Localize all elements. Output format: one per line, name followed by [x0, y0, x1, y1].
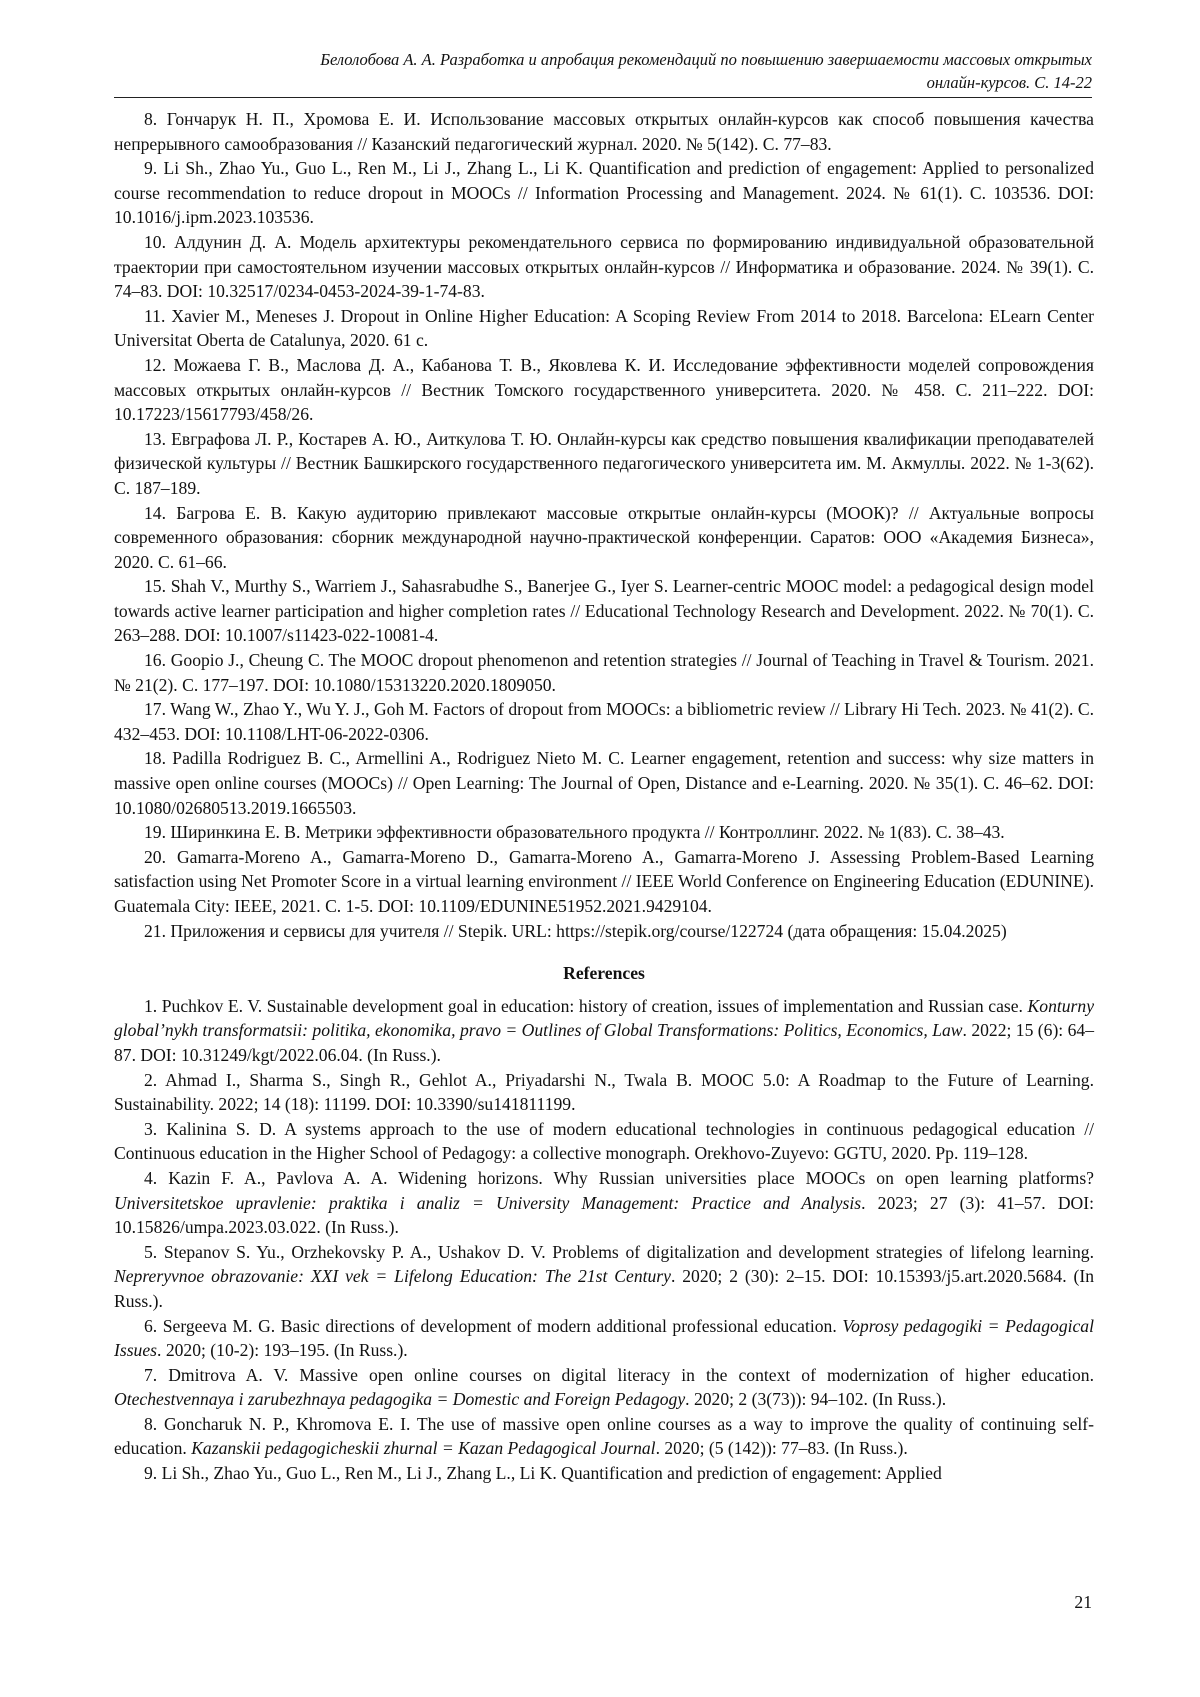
bibliography-entry: 10. Алдунин Д. А. Модель архитектуры рекомендательного сервиса по формированию индивидуальной образовательной траектории при самостоятельном изучении массовых открытых онлайн-курсов // Информатика и образование. 2024. № 39(1). С. 74–83. DOI: 10.32517/0234-0453-2024-39-1-74-83. [114, 231, 1094, 302]
reference-source-title: Kazanskii pedagogicheskii zhurnal = Kazan Pedagogical Journal [191, 1438, 656, 1459]
bibliography-entry: 17. Wang W., Zhao Y., Wu Y. J., Goh M. Factors of dropout from MOOCs: a bibliometric review // Library Hi Tech. 2023. № 41(2). С. 432–453. DOI: 10.1108/LHT-06-2022-0306. [114, 699, 1094, 744]
running-head-line-1: Белолобова А. А. Разработка и апробация рекомендаций по повышению завершаемости массовых открытых [320, 50, 1092, 69]
running-head-line-2: онлайн-курсов. С. 14-22 [926, 73, 1092, 92]
bibliography-entry: 19. Ширинкина Е. В. Метрики эффективности образовательного продукта // Контроллинг. 2022. № 1(83). С. 38–43. [144, 822, 1005, 843]
reference-text: 9. Li Sh., Zhao Yu., Guo L., Ren M., Li J., Zhang L., Li K. Quantification and prediction of engagement: Applied [144, 1463, 942, 1484]
reference-text: 6. Sergeeva M. G. Basic directions of development of modern additional professional education. [144, 1315, 843, 1336]
reference-entry [114, 1314, 1094, 1363]
reference-source-title: Nepreryvnoe obrazovanie: XXI vek = Lifelong Education: The 21st Century [114, 1266, 671, 1287]
references-list [114, 994, 1094, 1486]
reference-text: 4. Kazin F. A., Pavlova A. A. Widening horizons. Why Russian universities place MOOCs on open learning platforms? [144, 1167, 1094, 1188]
reference-text: 2. Ahmad I., Sharma S., Singh R., Gehlot A., Priyadarshi N., Twala B. MOOC 5.0: A Roadmap to the Future of Learning. Sustainability. 2022; 14 (18): 11199. DOI: 10.3390/su141811199. [114, 1069, 1094, 1115]
reference-text: . 2020; (5 (142)): 77–83. (In Russ.). [655, 1438, 908, 1459]
bibliography-entry: 14. Багрова Е. В. Какую аудиторию привлекают массовые открытые онлайн-курсы (МООК)? // Актуальные вопросы современного образования: сборник международной научно-практической конференции. Саратов: ООО «Академия Бизнеса», 2020. С. 61–66. [114, 502, 1094, 572]
reference-text: 8. Goncharuk N. P., Khromova E. I. The use of massive open online courses as a way to improve the quality of continuing self-education. [114, 1413, 1094, 1459]
reference-source-title: Konturny global’nykh transformatsii: politika, ekonomika, pravo = Outlines of Global Transformations: Politics, Economics, Law [114, 995, 1094, 1041]
reference-source-title: Universitetskoe upravlenie: praktika i analiz = University Management: Practice and Analysis [114, 1192, 862, 1213]
bibliography-entry: 8. Гончарук Н. П., Хромова Е. И. Использование массовых открытых онлайн-курсов как способ повышения качества непрерывного самообразования // Казанский педагогический журнал. 2020. № 5(142). С. 77–83. [114, 109, 1094, 154]
reference-source-title: Voprosy pedagogiki = Pedagogical Issues [114, 1315, 1094, 1361]
references-heading: References [563, 963, 645, 984]
header-rule [114, 97, 1092, 98]
reference-text: . 2020; 2 (3(73)): 94–102. (In Russ.). [685, 1389, 947, 1410]
reference-entry [114, 1117, 1094, 1166]
reference-text: 3. Kalinina S. D. A systems approach to the use of modern educational technologies in continuous pedagogical education // Continuous education in the Higher School of Pedagogy: a collective monograph. Orekhovo-Zuyevo: GGTU, 2020. Pp. 119–128. [114, 1118, 1094, 1164]
bibliography-entry: 9. Li Sh., Zhao Yu., Guo L., Ren M., Li J., Zhang L., Li K. Quantification and prediction of engagement: Applied to personalized course recommendation to reduce dropout in MOOCs // Information Processing and Management. 2024. № 61(1). С. 103536. DOI: 10.1016/j.ipm.2023.103536. [114, 158, 1094, 228]
reference-entry [114, 1240, 1094, 1314]
reference-text: . 2020; (10-2): 193–195. (In Russ.). [157, 1340, 408, 1361]
bibliography-entry: 15. Shah V., Murthy S., Warriem J., Sahasrabudhe S., Banerjee G., Iyer S. Learner-centric MOOC model: a pedagogical design model towards active learner participation and higher completion rates // Educational Technology Research and Development. 2022. № 70(1). С. 263–288. DOI: 10.1007/s11423-022-10081-4. [114, 576, 1094, 646]
reference-text: . 2020; 2 (30): 2–15. DOI: 10.15393/j5.art.2020.5684. (In Russ.). [114, 1266, 1094, 1311]
bibliography-entry: 16. Goopio J., Cheung C. The MOOC dropout phenomenon and retention strategies // Journal of Teaching in Travel & Tourism. 2021. № 21(2). С. 177–197. DOI: 10.1080/15313220.2020.1809050. [114, 650, 1094, 695]
bibliography-entry: 21. Приложения и сервисы для учителя // Stepik. URL: https://stepik.org/course/122724 (дата обращения: 15.04.2025) [144, 920, 1007, 941]
reference-text: . 2023; 27 (3): 41–57. DOI: 10.15826/umpa.2023.03.022. (In Russ.). [114, 1192, 1094, 1238]
bibliography-entry: 13. Евграфова Л. Р., Костарев А. Ю., Аиткулова Т. Ю. Онлайн-курсы как средство повышения квалификации преподавателей физической культуры // Вестник Башкирского государственного педагогического университета им. М. Акмуллы. 2022. № 1-3(62). С. 187–189. [114, 428, 1094, 498]
page-number: 21 [1074, 1592, 1092, 1612]
reference-entry [114, 994, 1094, 1068]
reference-entry [114, 1461, 1094, 1486]
reference-entry [114, 1363, 1094, 1412]
reference-text: . 2022; 15 (6): 64–87. DOI: 10.31249/kgt/2022.06.04. (In Russ.). [114, 1020, 1094, 1065]
bibliography-entry: 20. Gamarra-Moreno A., Gamarra-Moreno D., Gamarra-Moreno A., Gamarra-Moreno J. Assessing Problem-Based Learning satisfaction using Net Promoter Score in a virtual learning environment // IEEE World Conference on Engineering Education (EDUNINE). Guatemala City: IEEE, 2021. С. 1-5. DOI: 10.1109/EDUNINE51952.2021.9429104. [114, 846, 1094, 916]
reference-entry [114, 1166, 1094, 1240]
bibliography-entry: 18. Padilla Rodriguez B. C., Armellini A., Rodriguez Nieto M. C. Learner engagement, retention and success: why size matters in massive open online courses (MOOCs) // Open Learning: The Journal of Open, Distance and e-Learning. 2020. № 35(1). С. 46–62. DOI: 10.1080/02680513.2019.1665503. [114, 748, 1094, 818]
reference-entry [114, 1068, 1094, 1117]
reference-entry [114, 1412, 1094, 1461]
reference-text: 1. Puchkov E. V. Sustainable development goal in education: history of creation, issues of implementation and Russian case. [144, 995, 1028, 1016]
running-head [100, 48, 1092, 94]
reference-source-title: Otechestvennaya i zarubezhnaya pedagogika = Domestic and Foreign Pedagogy [114, 1389, 686, 1410]
bibliography-entry: 12. Можаева Г. В., Маслова Д. А., Кабанова Т. В., Яковлева К. И. Исследование эффективности моделей сопровождения массовых открытых онлайн-курсов // Вестник Томского государственного университета. 2020. № 458. С. 211–222. DOI: 10.17223/15617793/458/26. [114, 354, 1094, 425]
reference-text: 5. Stepanov S. Yu., Orzhekovsky P. A., Ushakov D. V. Problems of digitalization and development strategies of lifelong learning. [144, 1241, 1094, 1262]
bibliography-list [114, 107, 1094, 943]
reference-text: 7. Dmitrova A. V. Massive open online courses on digital literacy in the context of modernization of higher education. [144, 1364, 1094, 1385]
reference-body [114, 107, 1094, 1486]
bibliography-entry: 11. Xavier M., Meneses J. Dropout in Online Higher Education: A Scoping Review From 2014 to 2018. Barcelona: ELearn Center Universitat Oberta de Catalunya, 2020. 61 с. [114, 305, 1094, 351]
